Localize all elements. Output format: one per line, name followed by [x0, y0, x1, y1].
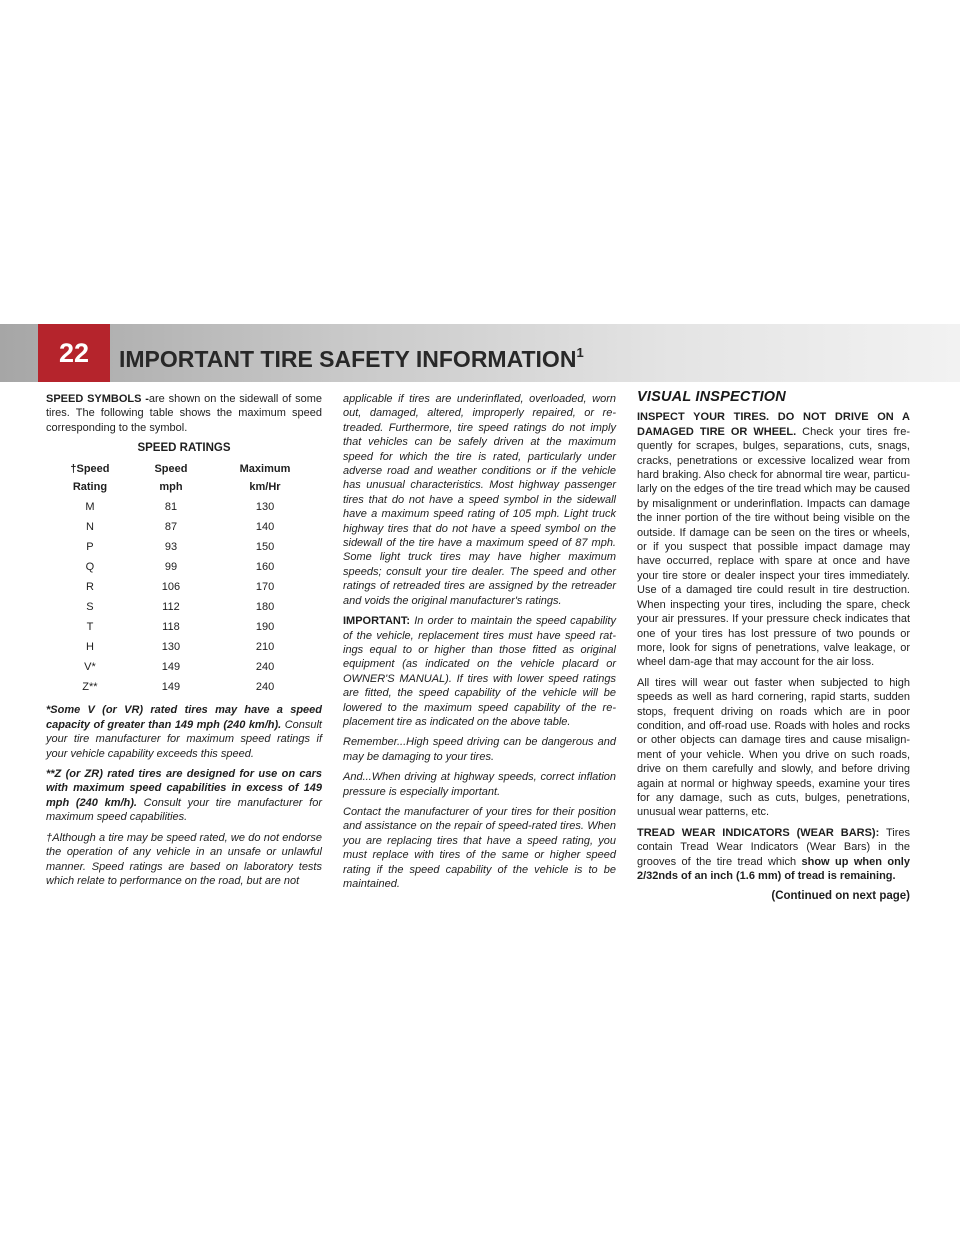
speed-ratings-caption: SPEED RATINGS	[137, 442, 231, 455]
important-text: In order to maintain the speed capability of the vehicle, replacement tires must have speed rat-ings equal to or higher than those fitted as original equipment (as indicated on the vehicle placard or OWNER'S MANUAL). If tires with lower speed ratings are fitted, the speed capability of the vehicle will be lowered to the maximum speed capability of the re-placement tire as indicated on the above table.	[343, 615, 616, 728]
kmh-cell: 160	[255, 561, 275, 574]
v-rating-note-bold: *Some V (or VR) rated tires may have a speed capacity of greater than 149 mph (240 km/h).	[46, 704, 322, 731]
mph-cell: 149	[161, 661, 181, 674]
table-row	[46, 657, 322, 677]
continued-notice: (Continued on next page)	[771, 890, 910, 903]
kmh-cell: 240	[255, 681, 275, 694]
z-rating-note-bold: **Z (or ZR) rated tires are designed for use on cars with maximum speed capabilities in excess of 149 mph (240 km/h).	[46, 768, 322, 809]
table-row	[46, 517, 322, 537]
table-header-cell: Speed	[154, 462, 188, 475]
page-header-banner	[0, 324, 960, 382]
contact-manufacturer-note: Contact the manufacturer of your tires for their position and assistance on the repair of speed-rated tires. When you are replacing tires that have a speed rating, you must replace with tires of the same or higher speed rating if the speed capability of the vehicle is to be maintained.	[343, 805, 616, 890]
column-3	[637, 389, 910, 904]
rating-cell: M	[85, 501, 95, 514]
inspect-tires-paragraph	[637, 410, 910, 669]
rating-cell: N	[85, 521, 94, 534]
important-label: IMPORTANT:	[343, 615, 411, 628]
inspect-tires-text: Check your tires fre-quently for scrapes, bulges, separations, cuts, snags, cracks, penetrations or excessive localized wear from hard braking. Also check for abnormal tire wear, particu-larly on the edges of the tire tread which may be caused by misalignment or underinflation. Impacts can damage the inner portion of the tire without being visible on the outside. If damage can be seen on the tires or wheels, or if you suspect that possible impact damage may have occurred, replace with spare at once and have your tire store or dealer inspect your tires immediately. Use of a damaged tire could result in tire destruction. When inspecting your tires, including the spare, check your air pressures. If your pressure check indicates that one of your tires has lost pressure of two pounds or more, look for signs of penetrations, valve leakage, or wheel dam-age that may account for the air loss.	[637, 425, 910, 669]
z-rating-note-text: Consult your tire manufacturer for maximum speed capabilities.	[46, 796, 322, 824]
table-row	[46, 597, 322, 617]
inflation-note: And...When driving at highway speeds, correct inflation pressure is especially important.	[343, 771, 616, 798]
rating-cell: Q	[85, 561, 95, 574]
kmh-cell: 170	[255, 581, 275, 594]
mph-cell: 106	[161, 581, 181, 594]
visual-inspection-heading: VISUAL INSPECTION	[637, 389, 786, 405]
tread-wear-lead: TREAD WEAR INDICATORS (WEAR BARS):	[637, 826, 880, 839]
speed-symbols-lead: SPEED SYMBOLS -	[46, 393, 149, 405]
column-1	[46, 392, 322, 894]
kmh-cell: 190	[255, 621, 275, 634]
table-header-cell: †Speed	[70, 462, 110, 475]
page-title	[119, 324, 584, 382]
rating-cell: S	[86, 601, 94, 614]
rating-cell: P	[86, 541, 94, 554]
rating-cell: H	[85, 641, 94, 654]
table-header-row	[46, 461, 322, 479]
mph-cell: 112	[162, 601, 180, 614]
table-row	[46, 637, 322, 657]
table-row	[46, 617, 322, 637]
table-header-cell: km/Hr	[249, 481, 281, 494]
column-2	[343, 392, 616, 897]
inspect-tires-lead: INSPECT YOUR TIRES. DO NOT DRIVE ON A DAMAGED TIRE OR WHEEL.	[637, 411, 910, 438]
table-header-cell: Maximum	[239, 462, 291, 475]
kmh-cell: 140	[255, 521, 275, 534]
mph-cell: 87	[164, 521, 178, 534]
table-row	[46, 677, 322, 697]
mph-cell: 81	[164, 501, 178, 514]
table-row	[46, 577, 322, 597]
page-title-text: IMPORTANT TIRE SAFETY INFORMATION	[119, 346, 577, 372]
remember-note: Remember...High speed driving can be dangerous and may be damaging to your tires.	[343, 736, 616, 763]
speed-symbols-intro	[46, 392, 322, 435]
table-header-cell: Rating	[72, 481, 108, 494]
kmh-cell: 240	[255, 661, 275, 674]
rating-cell: V*	[84, 661, 96, 674]
speed-ratings-table	[46, 441, 322, 697]
rating-cell: Z**	[82, 681, 98, 694]
mph-cell: 99	[164, 561, 178, 574]
kmh-cell: 130	[255, 501, 275, 514]
table-header-cell: mph	[159, 481, 183, 494]
rating-cell: R	[85, 581, 94, 594]
page-number: 22	[38, 324, 110, 382]
mph-cell: 93	[164, 541, 178, 554]
v-rating-note	[46, 703, 322, 761]
important-note	[343, 614, 616, 729]
table-row	[46, 557, 322, 577]
v-rating-note-text: Consult your tire manufacturer for maximum speed ratings if your vehicle capability exceeds this speed.	[46, 718, 322, 760]
mph-cell: 149	[161, 681, 181, 694]
z-rating-note	[46, 767, 322, 825]
table-row	[46, 537, 322, 557]
endorsement-note: †Although a tire may be speed rated, we do not endorse the operation of any vehicle in an unsafe or unlawful manner. Speed ratings are based on laboratory tests which relate to performance on the road, but are not	[46, 831, 322, 887]
table-header-row	[46, 479, 322, 497]
tread-wear-emphasis: show up when only 2/32nds of an inch (1.6 mm) of tread is remaining.	[637, 855, 910, 882]
table-row	[46, 497, 322, 517]
tread-wear-text: Tires contain Tread Wear Indicators (Wear Bars) in the grooves of the tire tread which	[637, 826, 910, 868]
kmh-cell: 150	[255, 541, 275, 554]
rating-cell: T	[86, 621, 94, 634]
kmh-cell: 180	[255, 601, 275, 614]
mph-cell: 118	[162, 621, 180, 634]
kmh-cell: 210	[255, 641, 275, 654]
tread-wear-paragraph	[637, 826, 910, 884]
tire-wear-paragraph: All tires will wear out faster when subjected to high speeds as well as hard cornering, rapid starts, sudden stops, frequent driving on roads which are in poor condition, and off-road use. Roads with holes and rocks or other objects can damage tires and cause misalign-ment of your vehicle. When you drive on such roads, drive on them carefully and slowly, and before driving again at normal or highway speeds, examine your tires for any damage, such as cuts, bulges, penetrations, unusual wear patterns, etc.	[637, 676, 910, 819]
speed-symbols-text: are shown on the sidewall of some tires. The following table shows the maximum speed corresponding to the symbol.	[46, 393, 322, 434]
speed-rating-limitations: applicable if tires are underinflated, overloaded, worn out, damaged, altered, improperly repaired, or re-treaded. Furthermore, tire speed ratings do not imply that vehicles can be safely driven at the maximum speed for which the tire is rated, particularly under adverse road and weather conditions or if the vehicle has unusual characteristics. Most highway passenger tires that do not have a speed symbol in the sidewall have a maximum speed rating of 105 mph. Light truck highway tires that do not have a speed symbol on the sidewall of the tire have a maximum speed of 87 mph. Some light truck tires may have higher maximum speeds; consult your tire dealer. The speed and other ratings of retreaded tires are assigned by the retreader and voids the original manufacturer's ratings.	[343, 393, 616, 607]
title-footnote-marker: 1	[576, 345, 584, 360]
mph-cell: 130	[161, 641, 181, 654]
